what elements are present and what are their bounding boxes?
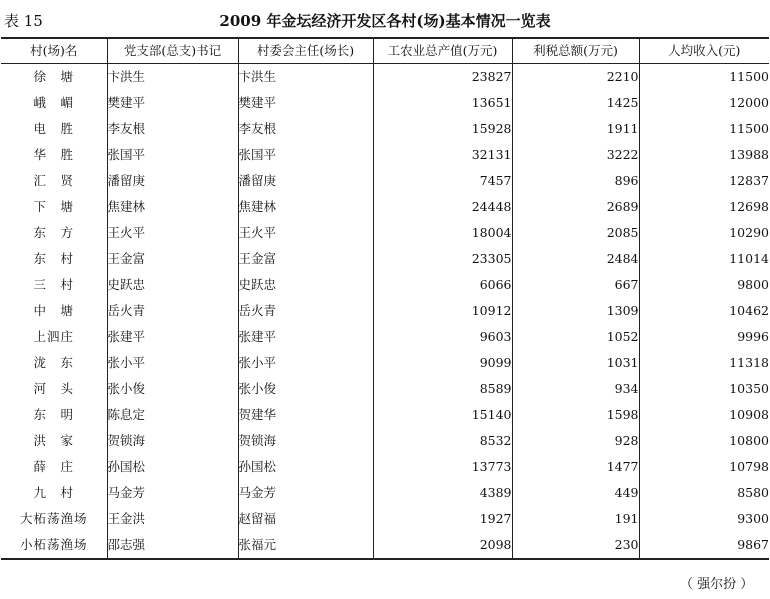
director-cell: 卞洪生 (238, 64, 373, 91)
table-title: 2009 年金坛经济开发区各村(场)基本情况一览表 (219, 12, 551, 30)
director-cell: 李友根 (238, 116, 373, 142)
village-cell: 中 塘 (1, 298, 107, 324)
village-cell: 小柘荡渔场 (1, 532, 107, 559)
header-committee-director: 村委会主任(场长) (238, 38, 373, 64)
output-cell: 15928 (373, 116, 512, 142)
village-cell: 九 村 (1, 480, 107, 506)
secretary-cell: 陈息定 (107, 402, 238, 428)
secretary-cell: 王金富 (107, 246, 238, 272)
secretary-cell: 岳火青 (107, 298, 238, 324)
director-cell: 马金芳 (238, 480, 373, 506)
village-cell: 三 村 (1, 272, 107, 298)
income-cell: 10908 (639, 402, 769, 428)
secretary-cell: 马金芳 (107, 480, 238, 506)
tax-cell: 667 (512, 272, 639, 298)
tax-cell: 1425 (512, 90, 639, 116)
tax-cell: 1911 (512, 116, 639, 142)
director-cell: 潘留庚 (238, 168, 373, 194)
village-cell: 泷 东 (1, 350, 107, 376)
income-cell: 11318 (639, 350, 769, 376)
income-cell: 9300 (639, 506, 769, 532)
table-caption (0, 8, 770, 30)
village-info-table (1, 37, 769, 560)
header-income-per-capita: 人均收入(元) (639, 38, 769, 64)
table-row (1, 298, 769, 324)
table-row (1, 142, 769, 168)
table-row (1, 428, 769, 454)
tax-cell: 2210 (512, 64, 639, 91)
header-party-secretary: 党支部(总支)书记 (107, 38, 238, 64)
author-note: （ 强尔扮 ） (680, 577, 754, 592)
village-cell: 徐 塘 (1, 64, 107, 91)
secretary-cell: 王火平 (107, 220, 238, 246)
village-cell: 洪 家 (1, 428, 107, 454)
village-cell: 下 塘 (1, 194, 107, 220)
village-cell: 东 村 (1, 246, 107, 272)
output-cell: 13651 (373, 90, 512, 116)
tax-cell: 2689 (512, 194, 639, 220)
director-cell: 孙国松 (238, 454, 373, 480)
secretary-cell: 焦建林 (107, 194, 238, 220)
table-row (1, 220, 769, 246)
tax-cell: 3222 (512, 142, 639, 168)
output-cell: 15140 (373, 402, 512, 428)
income-cell: 10798 (639, 454, 769, 480)
income-cell: 10290 (639, 220, 769, 246)
village-cell: 东 明 (1, 402, 107, 428)
header-tax-total: 利税总额(万元) (512, 38, 639, 64)
tax-cell: 1477 (512, 454, 639, 480)
secretary-cell: 卞洪生 (107, 64, 238, 91)
income-cell: 9996 (639, 324, 769, 350)
director-cell: 史跃忠 (238, 272, 373, 298)
secretary-cell: 史跃忠 (107, 272, 238, 298)
director-cell: 赵留福 (238, 506, 373, 532)
output-cell: 24448 (373, 194, 512, 220)
tax-cell: 191 (512, 506, 639, 532)
income-cell: 11500 (639, 64, 769, 91)
tax-cell: 449 (512, 480, 639, 506)
secretary-cell: 张小俊 (107, 376, 238, 402)
tax-cell: 1598 (512, 402, 639, 428)
secretary-cell: 樊建平 (107, 90, 238, 116)
director-cell: 张小俊 (238, 376, 373, 402)
village-cell: 大柘荡渔场 (1, 506, 107, 532)
output-cell: 9603 (373, 324, 512, 350)
village-cell: 汇 贤 (1, 168, 107, 194)
income-cell: 9867 (639, 532, 769, 559)
output-cell: 10912 (373, 298, 512, 324)
income-cell: 12698 (639, 194, 769, 220)
table-row (1, 116, 769, 142)
table-row (1, 402, 769, 428)
tax-cell: 2484 (512, 246, 639, 272)
header-output-value: 工农业总产值(万元) (373, 38, 512, 64)
director-cell: 贺锁海 (238, 428, 373, 454)
tax-cell: 1309 (512, 298, 639, 324)
secretary-cell: 张国平 (107, 142, 238, 168)
village-cell: 薛 庄 (1, 454, 107, 480)
table-row (1, 350, 769, 376)
director-cell: 贺建华 (238, 402, 373, 428)
secretary-cell: 张建平 (107, 324, 238, 350)
table-number: 表 15 (4, 12, 43, 30)
tax-cell: 1031 (512, 350, 639, 376)
tax-cell: 896 (512, 168, 639, 194)
table-row (1, 480, 769, 506)
tax-cell: 934 (512, 376, 639, 402)
table-row (1, 376, 769, 402)
output-cell: 9099 (373, 350, 512, 376)
village-cell: 电 胜 (1, 116, 107, 142)
table-row (1, 324, 769, 350)
director-cell: 樊建平 (238, 90, 373, 116)
income-cell: 11500 (639, 116, 769, 142)
income-cell: 9800 (639, 272, 769, 298)
village-cell: 华 胜 (1, 142, 107, 168)
income-cell: 12000 (639, 90, 769, 116)
header-village: 村(场)名 (1, 38, 107, 64)
income-cell: 11014 (639, 246, 769, 272)
output-cell: 2098 (373, 532, 512, 559)
output-cell: 4389 (373, 480, 512, 506)
secretary-cell: 张小平 (107, 350, 238, 376)
table-row (1, 64, 769, 91)
secretary-cell: 孙国松 (107, 454, 238, 480)
income-cell: 10800 (639, 428, 769, 454)
output-cell: 7457 (373, 168, 512, 194)
secretary-cell: 李友根 (107, 116, 238, 142)
director-cell: 王金富 (238, 246, 373, 272)
table-row (1, 194, 769, 220)
output-cell: 8532 (373, 428, 512, 454)
director-cell: 岳火青 (238, 298, 373, 324)
director-cell: 张小平 (238, 350, 373, 376)
table-row (1, 246, 769, 272)
output-cell: 1927 (373, 506, 512, 532)
income-cell: 12837 (639, 168, 769, 194)
output-cell: 13773 (373, 454, 512, 480)
table-row (1, 168, 769, 194)
income-cell: 10462 (639, 298, 769, 324)
director-cell: 张国平 (238, 142, 373, 168)
director-cell: 张福元 (238, 532, 373, 559)
income-cell: 13988 (639, 142, 769, 168)
village-cell: 河 头 (1, 376, 107, 402)
income-cell: 10350 (639, 376, 769, 402)
income-cell: 8580 (639, 480, 769, 506)
tax-cell: 1052 (512, 324, 639, 350)
director-cell: 王火平 (238, 220, 373, 246)
table-row (1, 454, 769, 480)
director-cell: 张建平 (238, 324, 373, 350)
secretary-cell: 王金洪 (107, 506, 238, 532)
tax-cell: 230 (512, 532, 639, 559)
village-cell: 东 方 (1, 220, 107, 246)
table-row (1, 532, 769, 559)
output-cell: 23827 (373, 64, 512, 91)
tax-cell: 2085 (512, 220, 639, 246)
output-cell: 23305 (373, 246, 512, 272)
output-cell: 18004 (373, 220, 512, 246)
village-cell: 峨 嵋 (1, 90, 107, 116)
tax-cell: 928 (512, 428, 639, 454)
secretary-cell: 贺锁海 (107, 428, 238, 454)
table-header-row (1, 38, 769, 64)
table-row (1, 90, 769, 116)
table-row (1, 272, 769, 298)
output-cell: 8589 (373, 376, 512, 402)
secretary-cell: 邵志强 (107, 532, 238, 559)
output-cell: 6066 (373, 272, 512, 298)
secretary-cell: 潘留庚 (107, 168, 238, 194)
village-cell: 上泗庄 (1, 324, 107, 350)
output-cell: 32131 (373, 142, 512, 168)
table-row (1, 506, 769, 532)
director-cell: 焦建林 (238, 194, 373, 220)
